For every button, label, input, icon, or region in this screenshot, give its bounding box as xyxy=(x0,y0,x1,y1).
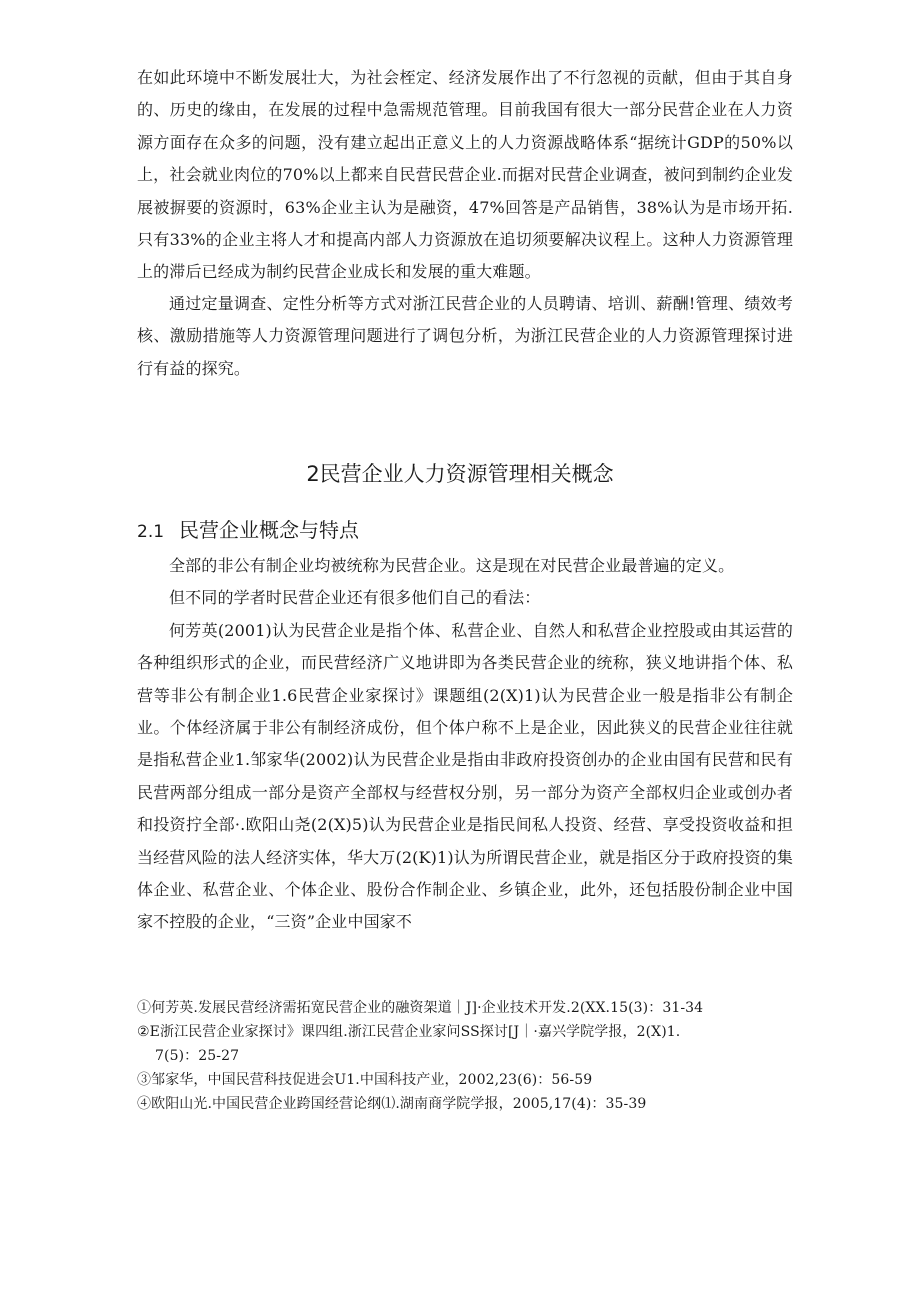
footnotes xyxy=(137,996,797,1116)
section-paragraph-2: 但不同的学者时民营企业还有很多他们自己的看法： xyxy=(169,588,541,608)
section-paragraph-3: 何芳英(2001)认为民营企业是指个体、私营企业、自然人和私营企业控股或由其运营的各种组织形式的企业，而民营经济广义地讲即为各类民营企业的统称，狭义地讲指个体、私营等非公有制企业1.6民营企业家探讨》课题组(2(X)1)认为民营企业一般是指非公有制企业。个体经济属于非公有制经济成份，但个体户称不上是企业，因此狭义的民营企业往往就是指私营企业1.邹家华(2002)认为民营企业是指由非政府投资创办的企业由国有民营和民有民营两部分组成一部分是资产全部权与经营权分别，另一部分为资产全部权归企业或创办者和投资拧全部·.欧阳山尧(2(X)5)认为民营企业是指民间私人投资、经营、享受投资收益和担当经营风险的法人经济实体，华大万(2(K)1)认为所谓民营企业，就是指区分于政府投资的集体企业、私营企业、个体企业、股份合作制企业、乡镇企业，此外，还包括股份制企业中国家不控股的企业，“三资”企业中国家不 xyxy=(137,620,793,932)
footnote-2-text: ②E浙江民营企业家探讨》课四组.浙江民营企业家问SS探讨[J｜·嘉兴学院学报，2(X)1. xyxy=(137,1024,681,1040)
section-number: 2.1 xyxy=(137,522,165,542)
chapter-title: 2民营企业人力资源管理相关概念 xyxy=(306,462,614,486)
footnote-1: ①何芳英.发展民营经济需拓宽民营企业的融资架道｜J]·企业技术开发.2(XX.15(3)：31-34 xyxy=(137,1000,704,1016)
intro-paragraph-1 xyxy=(137,62,793,289)
footnote-4: ④欧阳山光.中国民营企业跨国经营论纲⑴.湖南商学院学报，2005,17(4)：35-39 xyxy=(137,1096,647,1112)
paragraph-text: 在如此环境中不断发展壮大，为社会桎定、经济发展作出了不行忽视的贡献，但由于其自身的、历史的缘由，在发展的过程中急需规范管理。目前我国有很大一部分民营企业在人力资源方面存在众多的问题，没有建立起出正意义上的人力资源战略体系“据统计GDP的50%以上，社会就业肉位的70%以上都来自民营民营企业.而据对民营企业调查，被问到制约企业发展被摒要的资源时，63%企业主认为是融资，47%回答是产品销售，38%认为是市场开拓.只有33%的企业主将人才和提高内部人力资源放在追切须要解决议程上。这种人力资源管理上的滞后已经成为制约民营企业成长和发展的重大难题。 xyxy=(137,68,793,282)
footnote-2-continuation: 7(5)：25-27 xyxy=(155,1048,240,1064)
footnote-3: ③邹家华，中国民营科技促进会U1.中国科技产业，2002,23(6)：56-59 xyxy=(137,1072,593,1088)
footnote-2 xyxy=(137,1020,797,1068)
paragraph-text: 通过定量调查、定性分析等方式对浙江民营企业的人员聘请、培训、薪酬!管理、绩效考核、激励措施等人力资源管理问题进行了调包分析，为浙江民营企业的人力资源管理探讨进行有益的探究。 xyxy=(137,294,793,378)
section-title: 民营企业概念与特点 xyxy=(179,518,359,542)
section-heading xyxy=(137,514,359,548)
section-paragraph-1: 全部的非公有制企业均被统称为民营企业。这是现在对民营企业最普遍的定义。 xyxy=(169,556,735,575)
intro-paragraph-2 xyxy=(137,288,793,385)
section-body xyxy=(137,550,793,939)
